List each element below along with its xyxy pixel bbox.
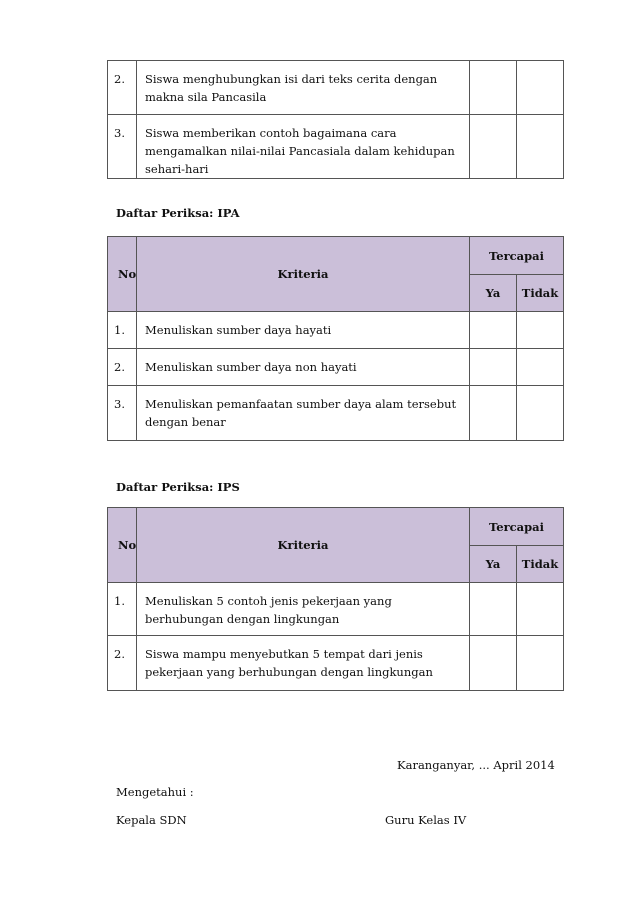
table-row [108, 61, 564, 115]
yes-checkbox-cell[interactable] [470, 583, 517, 636]
yes-checkbox-cell[interactable] [470, 349, 517, 386]
place-date: Karanganyar, ... April 2014 [397, 758, 555, 772]
row-criteria: Menuliskan pemanfaatan sumber daya alam tersebut dengan benar [137, 386, 470, 441]
header-row [108, 237, 564, 275]
yes-checkbox-cell[interactable] [470, 386, 517, 441]
yes-checkbox-cell[interactable] [470, 312, 517, 349]
column-header-no: No [108, 237, 137, 312]
column-header-not: Tidak [517, 275, 564, 312]
ipa-section-title: Daftar Periksa: IPA [116, 206, 240, 220]
column-header-criteria: Kriteria [137, 237, 470, 312]
column-header-achieved: Tercapai [470, 237, 564, 275]
yes-checkbox-cell[interactable] [470, 636, 517, 691]
ips-checklist-table [107, 507, 564, 691]
column-header-achieved: Tercapai [470, 508, 564, 546]
yes-checkbox-cell[interactable] [470, 115, 517, 179]
table-row [108, 349, 564, 386]
table-row [108, 386, 564, 441]
row-criteria: Menuliskan 5 contoh jenis pekerjaan yang berhubungan dengan lingkungan [137, 583, 470, 636]
no-checkbox-cell[interactable] [517, 61, 564, 115]
header-row [108, 508, 564, 546]
ips-section-title: Daftar Periksa: IPS [116, 480, 240, 494]
row-number: 1. [108, 583, 137, 636]
no-checkbox-cell[interactable] [517, 312, 564, 349]
no-checkbox-cell[interactable] [517, 636, 564, 691]
column-header-not: Tidak [517, 546, 564, 583]
no-checkbox-cell[interactable] [517, 115, 564, 179]
row-number: 3. [108, 386, 137, 441]
column-header-yes: Ya [470, 546, 517, 583]
no-checkbox-cell[interactable] [517, 583, 564, 636]
row-criteria: Siswa mampu menyebutkan 5 tempat dari jenis pekerjaan yang berhubungan dengan lingkungan [137, 636, 470, 691]
row-number: 2. [108, 636, 137, 691]
table-row [108, 312, 564, 349]
ipa-checklist-table [107, 236, 564, 441]
continuation-checklist-table [107, 60, 564, 179]
no-checkbox-cell[interactable] [517, 386, 564, 441]
no-checkbox-cell[interactable] [517, 349, 564, 386]
acknowledged-label: Mengetahui : [116, 785, 194, 799]
yes-checkbox-cell[interactable] [470, 61, 517, 115]
row-number: 2. [108, 61, 137, 115]
row-number: 3. [108, 115, 137, 179]
teacher-label: Guru Kelas IV [385, 813, 467, 827]
row-criteria: Menuliskan sumber daya hayati [137, 312, 470, 349]
row-number: 2. [108, 349, 137, 386]
table-row [108, 583, 564, 636]
table-row [108, 115, 564, 179]
principal-label: Kepala SDN [116, 813, 187, 827]
row-criteria: Menuliskan sumber daya non hayati [137, 349, 470, 386]
column-header-yes: Ya [470, 275, 517, 312]
column-header-no: No [108, 508, 137, 583]
row-number: 1. [108, 312, 137, 349]
column-header-criteria: Kriteria [137, 508, 470, 583]
table-row [108, 636, 564, 691]
row-criteria: Siswa memberikan contoh bagaimana cara mengamalkan nilai-nilai Pancasiala dalam kehidupan sehari-hari [137, 115, 470, 179]
row-criteria: Siswa menghubungkan isi dari teks cerita dengan makna sila Pancasila [137, 61, 470, 115]
